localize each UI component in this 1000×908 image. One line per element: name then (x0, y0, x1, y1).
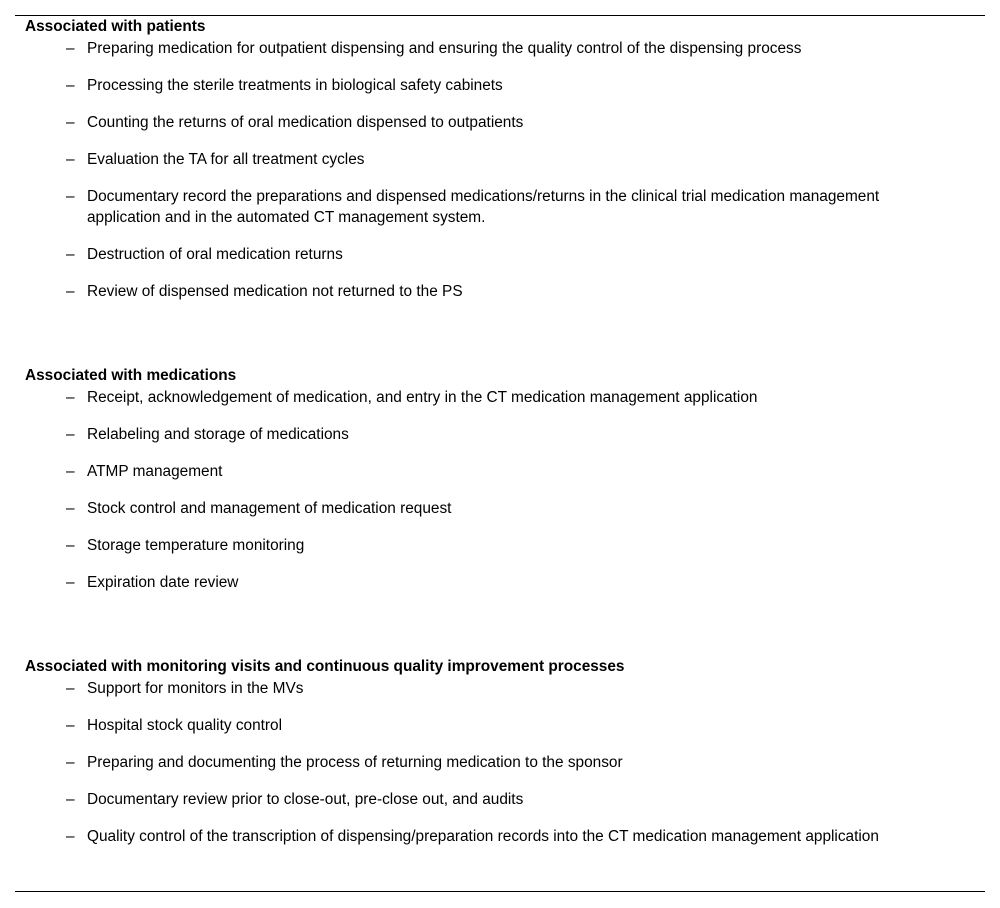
list-item (25, 244, 975, 265)
list-item (25, 461, 975, 482)
list-item-text: Processing the sterile treatments in biological safety cabinets (87, 77, 503, 94)
dash-bullet: – (66, 246, 75, 263)
list-item (25, 789, 975, 810)
dash-bullet: – (66, 40, 75, 57)
dash-bullet: – (66, 426, 75, 443)
dash-bullet: – (66, 680, 75, 697)
dash-bullet: – (66, 574, 75, 591)
list-item-text: Storage temperature monitoring (87, 537, 305, 554)
dash-bullet: – (66, 754, 75, 771)
list-item-text: Receipt, acknowledgement of medication, and entry in the CT medication management application (87, 389, 758, 406)
dash-bullet: – (66, 717, 75, 734)
list-item-text: Destruction of oral medication returns (87, 246, 343, 263)
list-item-text: Preparing and documenting the process of returning medication to the sponsor (87, 754, 623, 771)
list-item (25, 387, 975, 408)
dash-bullet: – (66, 188, 75, 205)
dash-bullet: – (66, 537, 75, 554)
list-item-text: Documentary record the preparations and dispensed medications/returns in the clinical trial medication management application and in the automated CT management system. (87, 188, 880, 226)
section-medications (25, 365, 975, 609)
section-title: Associated with monitoring visits and continuous quality improvement processes (25, 658, 625, 675)
list-item-text: Hospital stock quality control (87, 717, 283, 734)
list-item-text: Evaluation the TA for all treatment cycles (87, 151, 365, 168)
list-item-text: Review of dispensed medication not returned to the PS (87, 283, 463, 300)
list-item (25, 572, 975, 593)
section-monitoring (25, 656, 975, 863)
list-item-text: Counting the returns of oral medication dispensed to outpatients (87, 114, 524, 131)
list-item (25, 38, 975, 59)
dash-bullet: – (66, 114, 75, 131)
list-item-text: Stock control and management of medication request (87, 500, 452, 517)
section-title: Associated with medications (25, 367, 237, 384)
dash-bullet: – (66, 151, 75, 168)
list-item-text: ATMP management (87, 463, 223, 480)
dash-bullet: – (66, 463, 75, 480)
list-item-text: Quality control of the transcription of dispensing/preparation records into the CT medication management application (87, 828, 879, 845)
list-item (25, 424, 975, 445)
list-item (25, 535, 975, 556)
list-item (25, 112, 975, 133)
list-item-text: Expiration date review (87, 574, 239, 591)
dash-bullet: – (66, 791, 75, 808)
list-item-text: Preparing medication for outpatient dispensing and ensuring the quality control of the dispensing process (87, 40, 802, 57)
list-item (25, 75, 975, 96)
list-item (25, 281, 975, 302)
list-item (25, 826, 975, 847)
list-item (25, 186, 975, 228)
list-item (25, 149, 975, 170)
dash-bullet: – (66, 389, 75, 406)
list-item-text: Documentary review prior to close-out, pre-close out, and audits (87, 791, 524, 808)
table-bottom-rule (15, 891, 985, 892)
section-title: Associated with patients (25, 18, 206, 35)
list-item (25, 752, 975, 773)
dash-bullet: – (66, 500, 75, 517)
list-item-text: Relabeling and storage of medications (87, 426, 349, 443)
dash-bullet: – (66, 77, 75, 94)
section-patients (25, 16, 975, 318)
dash-bullet: – (66, 283, 75, 300)
list-item (25, 678, 975, 699)
list-item (25, 715, 975, 736)
dash-bullet: – (66, 828, 75, 845)
list-item (25, 498, 975, 519)
list-item-text: Support for monitors in the MVs (87, 680, 304, 697)
